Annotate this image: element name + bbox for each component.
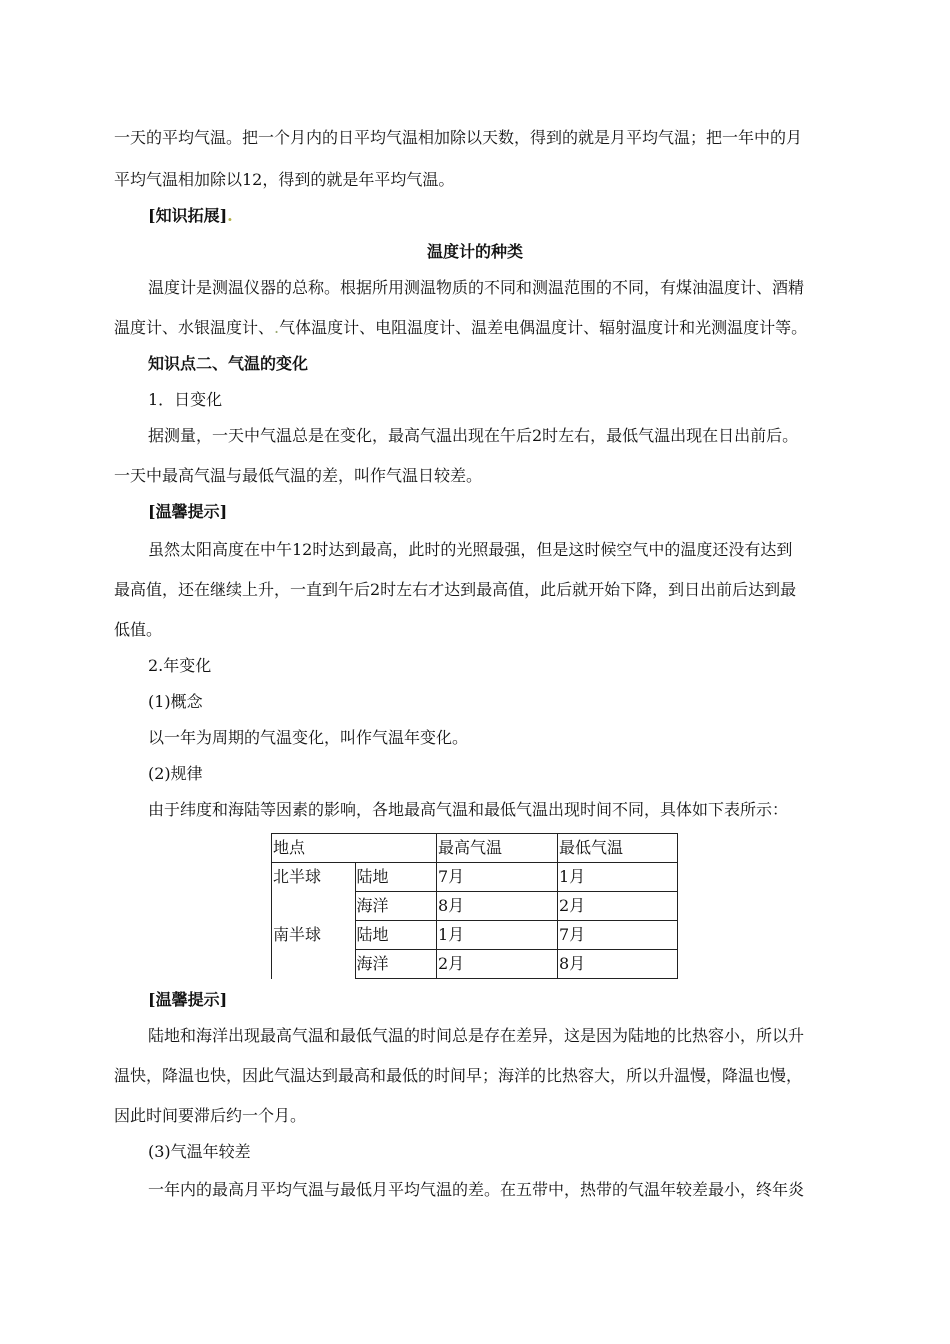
section-heading-knowledge-ext: [知识拓展]. (148, 206, 233, 225)
paragraph-line: 一天中最高气温与最低气温的差，叫作气温日较差。 (114, 466, 483, 485)
paragraph-line: 以一年为周期的气温变化，叫作气温年变化。 (148, 728, 469, 747)
tip-heading: [温馨提示] (148, 990, 228, 1009)
max-month: 2月 (437, 950, 558, 979)
surface-type: 海洋 (355, 892, 437, 921)
subheading-daily: 1．日变化 (148, 390, 223, 409)
surface-type: 陆地 (355, 863, 437, 892)
min-month: 8月 (558, 950, 678, 979)
paragraph-line: 一年内的最高月平均气温与最低月平均气温的差。在五带中，热带的气温年较差最小，终年炎 (148, 1180, 805, 1199)
subheading-rule: (2)规律 (148, 764, 203, 783)
paragraph-line: 平均气温相加除以12，得到的就是年平均气温。 (114, 170, 455, 189)
max-month: 7月 (437, 863, 558, 892)
thermometer-title: 温度计的种类 (426, 242, 523, 261)
table-row (272, 950, 678, 979)
subheading-annual: 2.年变化 (148, 656, 212, 675)
paragraph-line: 一天的平均气温。把一个月内的日平均气温相加除以天数，得到的就是月平均气温；把一年中的月 (114, 128, 803, 147)
min-month: 1月 (558, 863, 678, 892)
paragraph-line: 温度计是测温仪器的总称。根据所用测温物质的不同和测温范围的不同，有煤油温度计、酒精 (148, 278, 805, 297)
section-heading-point2: 知识点二、气温的变化 (148, 354, 309, 373)
paragraph-line: 低值。 (114, 620, 163, 639)
paragraph-line: 因此时间要滞后约一个月。 (114, 1106, 307, 1125)
surface-type: 陆地 (355, 921, 437, 950)
paragraph-line: 虽然太阳高度在中午12时达到最高，此时的光照最强，但是这时候空气中的温度还没有达到 (148, 540, 793, 559)
min-month: 2月 (558, 892, 678, 921)
subheading-annual-range: (3)气温年较差 (148, 1142, 251, 1161)
header-location: 地点 (272, 834, 356, 863)
paragraph-line: 由于纬度和海陆等因素的影响，各地最高气温和最低气温出现时间不同，具体如下表所示： (148, 800, 789, 819)
table-header-row (272, 834, 678, 863)
header-max-temp: 最高气温 (437, 834, 558, 863)
subheading-concept: (1)概念 (148, 692, 203, 711)
table-row (272, 892, 678, 921)
max-month: 1月 (437, 921, 558, 950)
tip-heading: [温馨提示] (148, 502, 228, 521)
hemisphere-south: 南半球 (272, 921, 356, 950)
min-month: 7月 (558, 921, 678, 950)
header-min-temp: 最低气温 (558, 834, 678, 863)
paragraph-line: 温度计、水银温度计、.气体温度计、电阻温度计、温差电偶温度计、辐射温度计和光测温度计等。 (114, 318, 808, 337)
paragraph-line: 陆地和海洋出现最高气温和最低气温的时间总是存在差异，这是因为陆地的比热容小，所以升 (148, 1026, 805, 1045)
surface-type: 海洋 (355, 950, 437, 979)
max-month: 8月 (437, 892, 558, 921)
paragraph-line: 最高值，还在继续上升，一直到午后2时左右才达到最高值，此后就开始下降，到日出前后达到最 (114, 580, 797, 599)
paragraph-line: 据测量，一天中气温总是在变化，最高气温出现在午后2时左右，最低气温出现在日出前后。 (148, 426, 799, 445)
paragraph-line: 温快，降温也快，因此气温达到最高和最低的时间早；海洋的比热容大，所以升温慢，降温也慢， (114, 1066, 803, 1085)
hemisphere-north: 北半球 (272, 863, 356, 892)
table-row (272, 863, 678, 892)
table-row (272, 921, 678, 950)
temperature-table (271, 833, 678, 979)
